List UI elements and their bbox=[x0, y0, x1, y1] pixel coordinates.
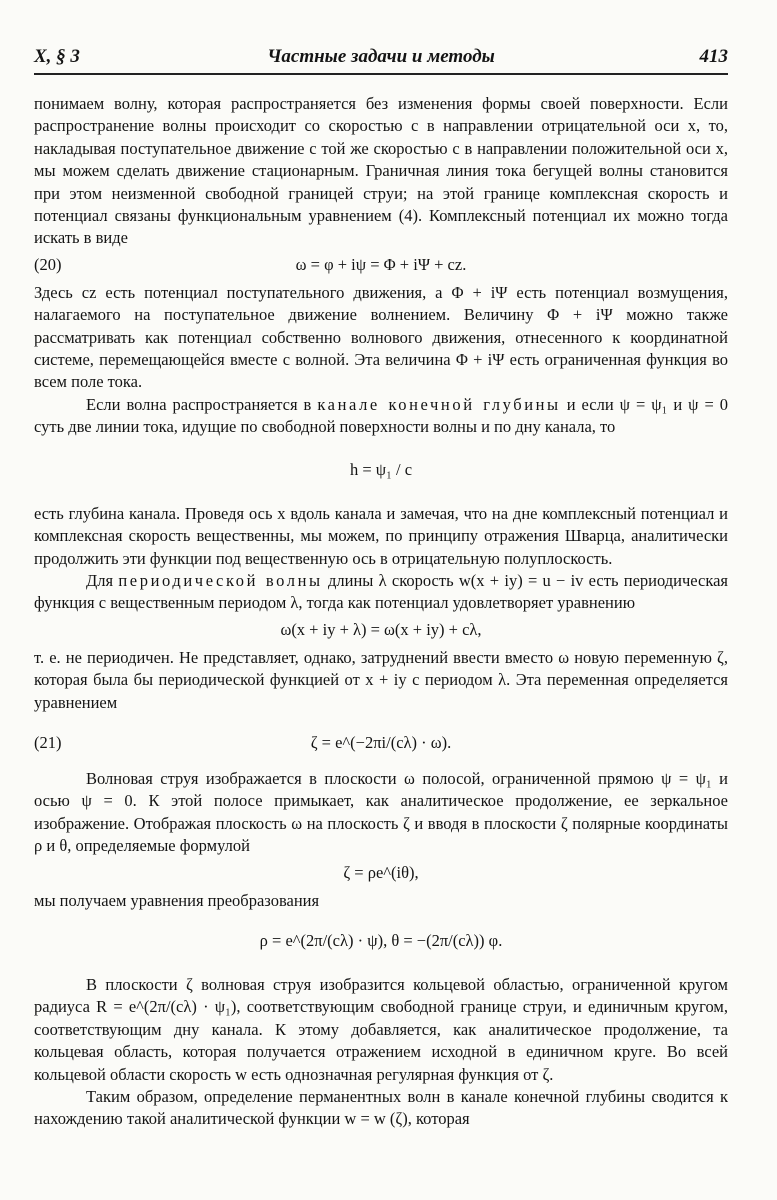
equation-body: ω(x + iy + λ) = ω(x + iy) + cλ, bbox=[280, 619, 482, 639]
equation-body: ζ = ρe^(iθ), bbox=[343, 862, 419, 882]
paragraph-3 bbox=[34, 394, 728, 439]
paragraph-9: В плоскости ζ волновая струя изобразится кольцевой областью, ограниченной кругом радиуса R = e^(2π/(cλ) · ψ₁), соответствующим свободной границе струи, и единичным кругом, соответствующим дну канала. К этому добавляется, как аналитическое продолжение, та кольцевая область, которая получается отражением исходной в единичном круге. Во всей кольцевой области скорость w есть однозначная регулярная функция от ζ. bbox=[34, 974, 728, 1084]
equation-depth bbox=[34, 445, 728, 499]
equation-periodicity bbox=[34, 619, 728, 643]
running-header bbox=[34, 44, 728, 74]
page-body bbox=[34, 93, 728, 1131]
equation-21 bbox=[34, 722, 728, 762]
paragraph-10: Таким образом, определение перманентных волн в канале конечной глубины сводится к нахождению такой аналитической функции w = w (ζ), которая bbox=[34, 1087, 728, 1129]
chapter-section-label: X, § 3 bbox=[34, 46, 80, 67]
paragraph-5 bbox=[34, 570, 728, 615]
paragraph-8: мы получаем уравнения преобразования bbox=[34, 890, 320, 910]
equation-body: ρ = e^(2π/(cλ) · ψ), θ = −(2π/(cλ)) φ. bbox=[259, 930, 503, 950]
paragraph-4: есть глубина канала. Проведя ось x вдоль канала и замечая, что на дне комплексный потенциал и комплексная скорость вещественны, мы можем, по принципу отражения Шварца, аналитически продолжить эти функции под вещественную ось в отрицательную полуплоскость. bbox=[34, 503, 728, 568]
page-number: 413 bbox=[699, 46, 728, 67]
equation-body: ζ = e^(−2πi/(cλ) · ω). bbox=[310, 732, 452, 752]
paragraph-3-lead: Если волна распространяется в bbox=[86, 394, 312, 414]
paragraph-1: понимаем волну, которая распространяется без изменения формы своей поверхности. Если распространение волны происходит со скоростью c в направлении отрицательной оси x, то, накладывая поступательное движение с той же скоростью c в направлении положительной оси x, мы можем сделать движение стационарным. Граничная линия тока бегущей волны становится при этом неизменной свободной границей струи; на этой границе комплексная скорость и потенциал связаны функциональным уравнением (4). Комплексный потенциал их можно тогда искать в виде bbox=[34, 94, 728, 248]
equation-polar bbox=[34, 862, 728, 886]
equation-number: (20) bbox=[34, 254, 62, 274]
spaced-emphasis: периодической волны bbox=[118, 570, 323, 590]
equation-20 bbox=[34, 254, 728, 278]
equation-body: h = ψ₁ / c bbox=[349, 459, 413, 479]
equation-body: ω = φ + iψ = Φ + iΨ + cz. bbox=[295, 254, 467, 274]
equation-transform bbox=[34, 920, 728, 960]
paragraph-5-lead: Для bbox=[86, 570, 114, 590]
paragraph-7: Волновая струя изображается в плоскости ω полосой, ограниченной прямою ψ = ψ₁ и осью ψ = 0. К этой полосе примыкает, как аналитическое продолжение, ее зеркальное изображение. Отображая плоскость ω на плоскость ζ и вводя в плоскости ζ полярные координаты ρ и θ, определяемые формулой bbox=[34, 768, 728, 856]
header-rule bbox=[34, 73, 728, 75]
running-title: Частные задачи и методы bbox=[267, 46, 495, 67]
paragraph-2: Здесь cz есть потенциал поступательного движения, а Φ + iΨ есть потенциал возмущения, налагаемого на поступательное движение волнением. Величину Φ + iΨ можно также рассматривать как потенциал собственно волнового движения, отнесенного к координатной системе, перемещающейся вместе с волной. Эта величина Φ + iΨ есть ограниченная функция во всем поле тока. bbox=[34, 282, 728, 392]
paragraph-6: т. е. не периодичен. Не представляет, однако, затруднений ввести вместо ω новую переменную ζ, которая была бы периодической функцией от x + iy с периодом λ. Эта переменная определяется уравнением bbox=[34, 647, 728, 712]
equation-number: (21) bbox=[34, 732, 62, 752]
paragraph-5-rest: длины λ скорость w(x + iy) = u − iv есть периодическая функция с вещественным периодом λ, тогда как потенциал удовлетворяет уравнению bbox=[34, 570, 729, 613]
paragraph-3-rest: и если ψ = ψ₁ и ψ = 0 суть две линии тока, идущие по свободной поверхности волны и по дну канала, то bbox=[34, 394, 728, 437]
spaced-emphasis: канале конечной глубины bbox=[317, 394, 561, 414]
